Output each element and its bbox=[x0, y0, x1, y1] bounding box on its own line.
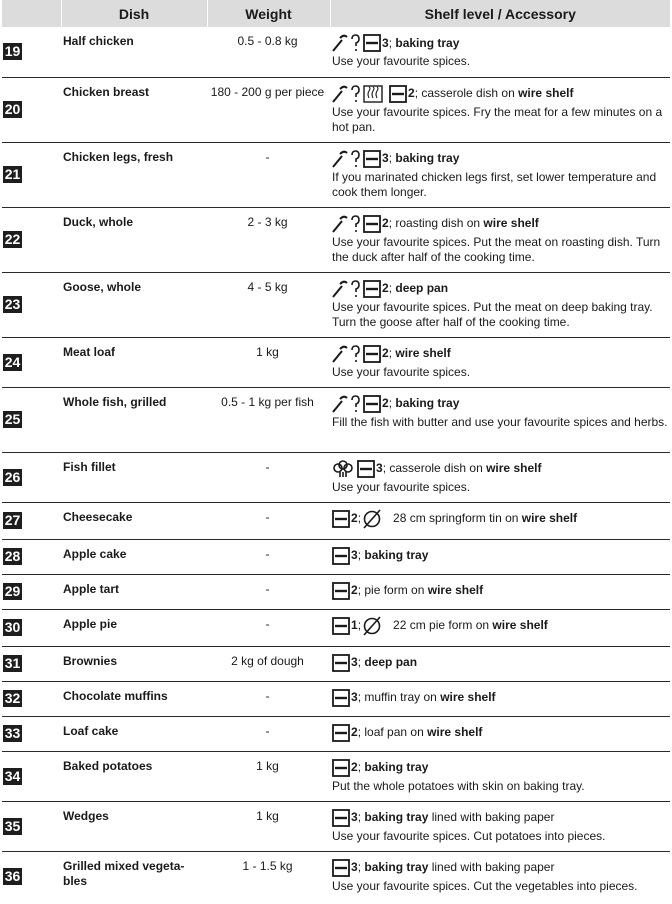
shelf-level: 3 bbox=[351, 548, 358, 562]
dish-weight: 2 - 3 kg bbox=[207, 207, 330, 272]
row-number: 24 bbox=[4, 353, 21, 370]
row-number: 25 bbox=[4, 411, 21, 427]
table-row bbox=[2, 801, 670, 851]
shelf-level-icon bbox=[332, 547, 350, 565]
dish-weight: - bbox=[207, 452, 330, 502]
accessory-bold: baking tray bbox=[364, 548, 429, 562]
accessory-bold: wire shelf bbox=[483, 216, 539, 230]
dish-weight: 1 kg bbox=[207, 801, 330, 851]
dish-name: Wedges bbox=[61, 801, 207, 851]
accessory-extra: lined with baking paper bbox=[428, 810, 555, 824]
accessory-bold: deep pan bbox=[364, 655, 418, 669]
shelf-level-icon bbox=[332, 809, 350, 827]
dish-note: If you marinated chicken legs first, set lower temperature and cook them longer. bbox=[332, 169, 657, 199]
table-row bbox=[2, 539, 670, 574]
shelf-level: 3 bbox=[351, 655, 358, 669]
shelf-accessory: 2 ; baking tray Fill the fish with butter and use your favourite spices and herbs. bbox=[330, 387, 670, 452]
accessory-text: casserole dish on bbox=[389, 461, 487, 475]
dish-note: Use your favourite spices. bbox=[332, 364, 471, 379]
dish-name: Whole fish, grilled bbox=[61, 387, 207, 452]
dish-weight: - bbox=[207, 502, 330, 539]
shelf-level: 2 bbox=[351, 760, 358, 774]
shelf-level: 3 bbox=[351, 860, 358, 874]
accessory-text: muffin tray on bbox=[364, 690, 441, 704]
shelf-level: 3 bbox=[382, 35, 389, 50]
accessory-bold: wire shelf bbox=[492, 618, 548, 632]
dish-weight: 2 kg of dough bbox=[207, 646, 330, 681]
dish-name: Apple cake bbox=[61, 539, 207, 574]
dish-name: Half chicken bbox=[61, 27, 207, 77]
table-row bbox=[2, 207, 670, 272]
shelf-level-icon bbox=[332, 582, 350, 600]
dish-name: Meat loaf bbox=[61, 337, 207, 387]
shelf-level: 3 bbox=[351, 690, 358, 704]
row-number: 20 bbox=[4, 101, 21, 117]
table-row bbox=[2, 142, 670, 207]
shelf-accessory: 3 ; baking tray Use your favourite spices. bbox=[330, 27, 670, 77]
dish-weight: 4 - 5 kg bbox=[207, 272, 330, 337]
fan-steam-icon bbox=[332, 460, 354, 478]
table-row bbox=[2, 452, 670, 502]
row-number: 32 bbox=[4, 690, 21, 706]
shelf-level-icon bbox=[363, 34, 381, 52]
shelf-level-icon bbox=[363, 280, 381, 298]
shelf-level: 3 bbox=[376, 461, 383, 475]
shelf-level-icon bbox=[363, 395, 381, 413]
accessory-bold: baking tray bbox=[395, 151, 460, 165]
dish-weight: - bbox=[207, 574, 330, 609]
row-number: 19 bbox=[4, 43, 21, 60]
shelf-level: 2 bbox=[382, 396, 389, 410]
shelf-accessory: 2 ; casserole dish on wire shelf Use your favourite spices. Fry the meat for a few minutes on a hot pan. bbox=[330, 77, 670, 142]
accessory-text: 28 cm springform tin on bbox=[393, 511, 522, 525]
dish-weight: 0.5 - 1 kg per fish bbox=[207, 387, 330, 452]
dish-weight: 1 - 1.5 kg bbox=[242, 858, 293, 873]
shelf-accessory: 2 ; wire shelf Use your favourite spices. bbox=[330, 337, 670, 387]
accessory-bold: wire shelf bbox=[486, 461, 542, 475]
dish-note: Fill the fish with butter and use your favourite spices and herbs. bbox=[332, 414, 668, 429]
dish-weight: 180 - 200 g per piece bbox=[207, 77, 330, 142]
table-row bbox=[2, 851, 670, 901]
dish-weight: - bbox=[207, 539, 330, 574]
dish-name: Goose, whole bbox=[61, 272, 207, 337]
shelf-level-icon bbox=[332, 759, 350, 777]
row-number: 35 bbox=[4, 817, 21, 834]
shelf-level: 2 bbox=[408, 86, 415, 100]
shelf-level: 3 bbox=[351, 810, 358, 824]
accessory-bold: baking tray bbox=[395, 35, 460, 50]
shelf-accessory: 2 ; 28 cm springform tin on wire shelf bbox=[330, 502, 670, 539]
table-row bbox=[2, 387, 670, 452]
dish-name: Loaf cake bbox=[61, 716, 207, 751]
table-row bbox=[2, 751, 670, 801]
row-number: 31 bbox=[4, 655, 21, 671]
shelf-accessory: 3 ; casserole dish on wire shelf Use your favourite spices. bbox=[330, 452, 670, 502]
shelf-level-icon bbox=[363, 215, 381, 233]
meat-probe-icon bbox=[332, 34, 360, 52]
cooking-table bbox=[2, 0, 670, 901]
shelf-accessory: 3 ; baking tray bbox=[330, 539, 670, 574]
shelf-level-icon bbox=[332, 689, 350, 707]
accessory-text: casserole dish on bbox=[421, 86, 519, 100]
shelf-accessory: 3 ; baking tray lined with baking paper Use your favourite spices. Cut potatoes into pieces. bbox=[330, 801, 670, 851]
shelf-level-icon bbox=[363, 150, 381, 168]
dish-note: Use your favourite spices. Fry the meat for a few minutes on a hot pan. bbox=[332, 104, 663, 134]
table-row bbox=[2, 609, 670, 646]
accessory-text: loaf pan on bbox=[364, 725, 428, 739]
row-number: 36 bbox=[4, 867, 21, 884]
dish-name: Chicken legs, fresh bbox=[61, 142, 207, 207]
table-row bbox=[2, 77, 670, 142]
dish-weight: 1 kg bbox=[207, 337, 330, 387]
dish-note: Use your favourite spices. Put the meat on roasting dish. Turn the duck after half of the cooking time. bbox=[332, 234, 661, 264]
dish-name: Fish fillet bbox=[61, 452, 207, 502]
meat-probe-icon bbox=[332, 85, 360, 103]
meat-probe-icon bbox=[332, 280, 360, 298]
header-weight: Weight bbox=[207, 0, 330, 27]
accessory-bold: wire shelf bbox=[521, 511, 578, 525]
dish-note: Use your favourite spices. bbox=[332, 479, 471, 494]
dish-note: Use your favourite spices. Put the meat on deep baking tray. Turn the goose after half of the cooking time. bbox=[332, 299, 653, 329]
shelf-level-icon bbox=[357, 460, 375, 478]
dish-name: Duck, whole bbox=[61, 207, 207, 272]
accessory-bold: wire shelf bbox=[427, 725, 483, 739]
table-header-row bbox=[2, 0, 670, 27]
shelf-accessory: 2 ; loaf pan on wire shelf bbox=[330, 716, 670, 751]
row-number: 28 bbox=[4, 548, 21, 564]
shelf-level-icon bbox=[389, 85, 407, 103]
shelf-accessory: 3 ; deep pan bbox=[330, 646, 670, 681]
meat-probe-icon bbox=[332, 150, 360, 168]
row-number: 30 bbox=[4, 619, 21, 635]
meat-probe-icon bbox=[332, 395, 360, 413]
header-shelf: Shelf level / Accessory bbox=[330, 0, 670, 27]
dish-weight: - bbox=[207, 716, 330, 751]
shelf-level: 2 bbox=[351, 725, 358, 739]
shelf-level: 2 bbox=[382, 216, 389, 230]
table-row bbox=[2, 337, 670, 387]
accessory-bold: baking tray bbox=[395, 396, 460, 410]
dish-name: Grilled mixed vegeta-bles bbox=[63, 858, 185, 888]
table-row bbox=[2, 716, 670, 751]
dish-name: Apple pie bbox=[61, 609, 207, 646]
accessory-bold: baking tray bbox=[364, 760, 429, 774]
dish-name: Brownies bbox=[61, 646, 207, 681]
dish-note: Use your favourite spices. Cut the vegetables into pieces. bbox=[332, 878, 638, 893]
shelf-level: 1 bbox=[351, 618, 358, 632]
shelf-level: 2 bbox=[382, 346, 389, 360]
dish-weight: 0.5 - 0.8 kg bbox=[207, 27, 330, 77]
header-number bbox=[2, 0, 61, 27]
accessory-bold: deep pan bbox=[395, 281, 449, 295]
row-number: 34 bbox=[4, 767, 21, 784]
shelf-accessory: 2 ; pie form on wire shelf bbox=[330, 574, 670, 609]
accessory-bold: wire shelf bbox=[427, 583, 484, 597]
diameter-icon bbox=[361, 509, 383, 529]
heating-mode-icon bbox=[363, 85, 383, 103]
accessory-text: 22 cm pie form on bbox=[393, 618, 493, 632]
accessory-text: pie form on bbox=[364, 583, 428, 597]
table-row bbox=[2, 574, 670, 609]
shelf-level-icon bbox=[332, 859, 350, 877]
header-dish: Dish bbox=[61, 0, 207, 27]
accessory-bold: wire shelf bbox=[395, 346, 451, 360]
dish-name: Chicken breast bbox=[61, 77, 207, 142]
row-number: 26 bbox=[4, 468, 21, 485]
table-row bbox=[2, 272, 670, 337]
accessory-bold: wire shelf bbox=[440, 690, 496, 704]
accessory-bold: wire shelf bbox=[518, 86, 574, 100]
table-row bbox=[2, 502, 670, 539]
table-row bbox=[2, 27, 670, 77]
dish-note: Put the whole potatoes with skin on baking tray. bbox=[332, 778, 585, 793]
shelf-level: 2 bbox=[351, 511, 358, 525]
row-number: 21 bbox=[4, 166, 21, 182]
shelf-level-icon bbox=[332, 654, 350, 672]
shelf-level: 2 bbox=[382, 281, 389, 295]
shelf-level: 3 bbox=[382, 151, 389, 165]
table-row bbox=[2, 646, 670, 681]
accessory-extra: lined with baking paper bbox=[428, 860, 555, 874]
table-row bbox=[2, 681, 670, 716]
shelf-accessory: 3 ; baking tray If you marinated chicken legs first, set lower temperature and cook them longer. bbox=[330, 142, 670, 207]
dish-weight: - bbox=[207, 681, 330, 716]
meat-probe-icon bbox=[332, 215, 360, 233]
meat-probe-icon bbox=[332, 345, 360, 363]
diameter-icon bbox=[361, 616, 383, 636]
dish-name: Baked potatoes bbox=[61, 751, 207, 801]
row-number: 22 bbox=[4, 231, 21, 247]
row-number: 29 bbox=[4, 583, 21, 599]
dish-weight: 1 kg bbox=[207, 751, 330, 801]
shelf-accessory: 2 ; roasting dish on wire shelf Use your favourite spices. Put the meat on roasting dish. Turn the duck after half of the cooking time. bbox=[330, 207, 670, 272]
shelf-level-icon bbox=[363, 345, 381, 363]
shelf-accessory: 1 ; 22 cm pie form on wire shelf bbox=[330, 609, 670, 646]
accessory-text: roasting dish on bbox=[395, 216, 484, 230]
dish-note: Use your favourite spices. Cut potatoes into pieces. bbox=[332, 828, 606, 843]
dish-name: Cheesecake bbox=[61, 502, 207, 539]
shelf-accessory: 3 ; muffin tray on wire shelf bbox=[330, 681, 670, 716]
dish-weight: - bbox=[207, 609, 330, 646]
shelf-accessory: 2 ; baking tray Put the whole potatoes with skin on baking tray. bbox=[330, 751, 670, 801]
shelf-level-icon bbox=[332, 724, 350, 742]
shelf-level: 2 bbox=[351, 583, 358, 597]
dish-note: Use your favourite spices. bbox=[332, 54, 471, 68]
accessory-bold: baking tray bbox=[364, 810, 429, 824]
shelf-level-icon bbox=[332, 510, 350, 528]
shelf-accessory: 3 ; baking tray lined with baking paper Use your favourite spices. Cut the vegetables into pieces. bbox=[330, 851, 670, 901]
row-number: 33 bbox=[4, 725, 21, 741]
dish-name: Apple tart bbox=[61, 574, 207, 609]
row-number: 27 bbox=[4, 512, 21, 528]
dish-weight: - bbox=[207, 142, 330, 207]
row-number: 23 bbox=[4, 296, 21, 312]
shelf-accessory: 2 ; deep pan Use your favourite spices. Put the meat on deep baking tray. Turn the goose after half of the cooking time. bbox=[330, 272, 670, 337]
accessory-bold: baking tray bbox=[364, 860, 429, 874]
shelf-level-icon bbox=[332, 617, 350, 635]
dish-name: Chocolate muffins bbox=[61, 681, 207, 716]
